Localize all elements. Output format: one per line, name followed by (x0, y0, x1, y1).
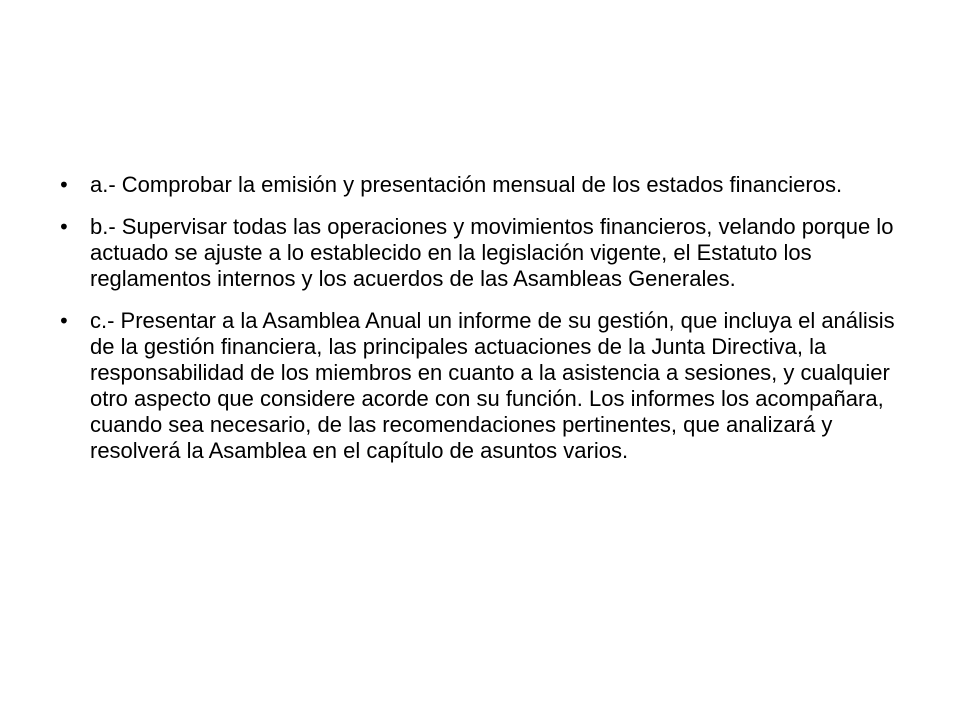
bullet-icon: • (58, 215, 70, 239)
bullet-item-a (58, 172, 914, 198)
bullet-list (58, 172, 914, 480)
bullet-icon: • (58, 309, 70, 333)
bullet-item-c (58, 308, 914, 464)
bullet-text-c: c.- Presentar a la Asamblea Anual un informe de su gestión, que incluya el análisis de la gestión financiera, las principales actuaciones de la Junta Directiva, la responsabilidad de los miembros en cuanto a la asistencia a sesiones, y cualquier otro aspecto que considere acorde con su función. Los informes los acompañara, cuando sea necesario, de las recomendaciones pertinentes, que analizará y resolverá la Asamblea en el capítulo de asuntos varios. (90, 308, 895, 463)
bullet-text-a: a.- Comprobar la emisión y presentación mensual de los estados financieros. (90, 172, 843, 197)
bullet-icon: • (58, 173, 70, 197)
bullet-text-b: b.- Supervisar todas las operaciones y movimientos financieros, velando porque lo actuado se ajuste a lo establecido en la legislación vigente, el Estatuto los reglamentos internos y los acuerdos de las Asambleas Generales. (90, 214, 894, 291)
bullet-item-b (58, 214, 914, 292)
